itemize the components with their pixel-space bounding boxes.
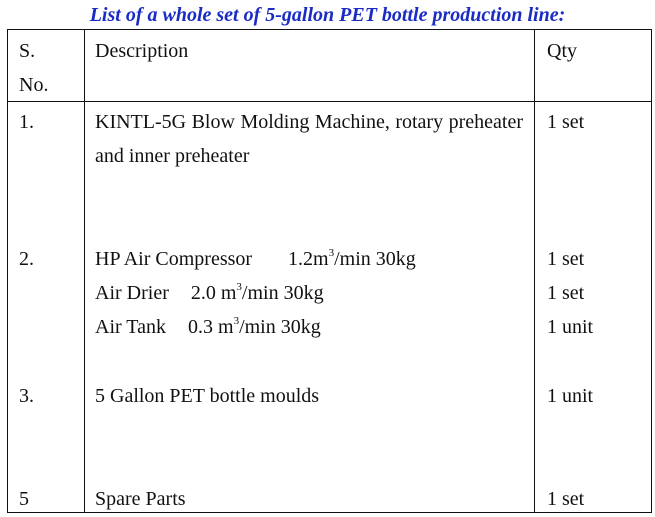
document-title: List of a whole set of 5-gallon PET bottle production line: (89, 4, 566, 26)
header-sno-line1: S. (19, 40, 36, 62)
item-3-name: Air Tank (95, 316, 166, 338)
row-2-item-3 (95, 310, 321, 344)
row-1-qty: 1 set (547, 111, 585, 133)
column-divider-sno (84, 30, 85, 512)
row-3-description: 5 Gallon PET bottle moulds (95, 385, 320, 407)
column-divider-qty (534, 30, 535, 512)
row-2-item-2-qty: 1 set (547, 282, 585, 304)
header-qty: Qty (547, 40, 577, 62)
equipment-table (7, 29, 652, 513)
row-4-sno: 5 (19, 488, 29, 510)
row-3-qty: 1 unit (547, 385, 594, 407)
item-1-name: HP Air Compressor (95, 248, 253, 270)
item-3-spec: 0.3 $m^3/\min$ 30kg (188, 315, 321, 338)
item-2-name: Air Drier (95, 282, 169, 304)
row-4-qty: 1 set (547, 488, 585, 510)
item-2-spec: 2.0 $m^3/\min$ 30kg (190, 281, 324, 304)
row-2-sno: 2. (19, 248, 34, 270)
row-2-item-1-qty: 1 set (547, 248, 585, 270)
row-1-description: KINTL-5G Blow Molding Machine, rotary preheater and inner preheater (95, 111, 523, 167)
row-2-item-1 (95, 242, 416, 276)
header-divider (8, 101, 651, 102)
header-description: Description (95, 40, 189, 62)
row-3-sno: 3. (19, 385, 34, 407)
row-4-description: Spare Parts (95, 488, 186, 510)
header-sno-line2: No. (19, 74, 49, 96)
row-1-sno: 1. (19, 111, 34, 133)
item-1-spec: $1.2m^3/\min$ 30kg (288, 247, 416, 270)
row-2-item-2 (95, 276, 324, 310)
row-2-item-3-qty: 1 unit (547, 316, 594, 338)
